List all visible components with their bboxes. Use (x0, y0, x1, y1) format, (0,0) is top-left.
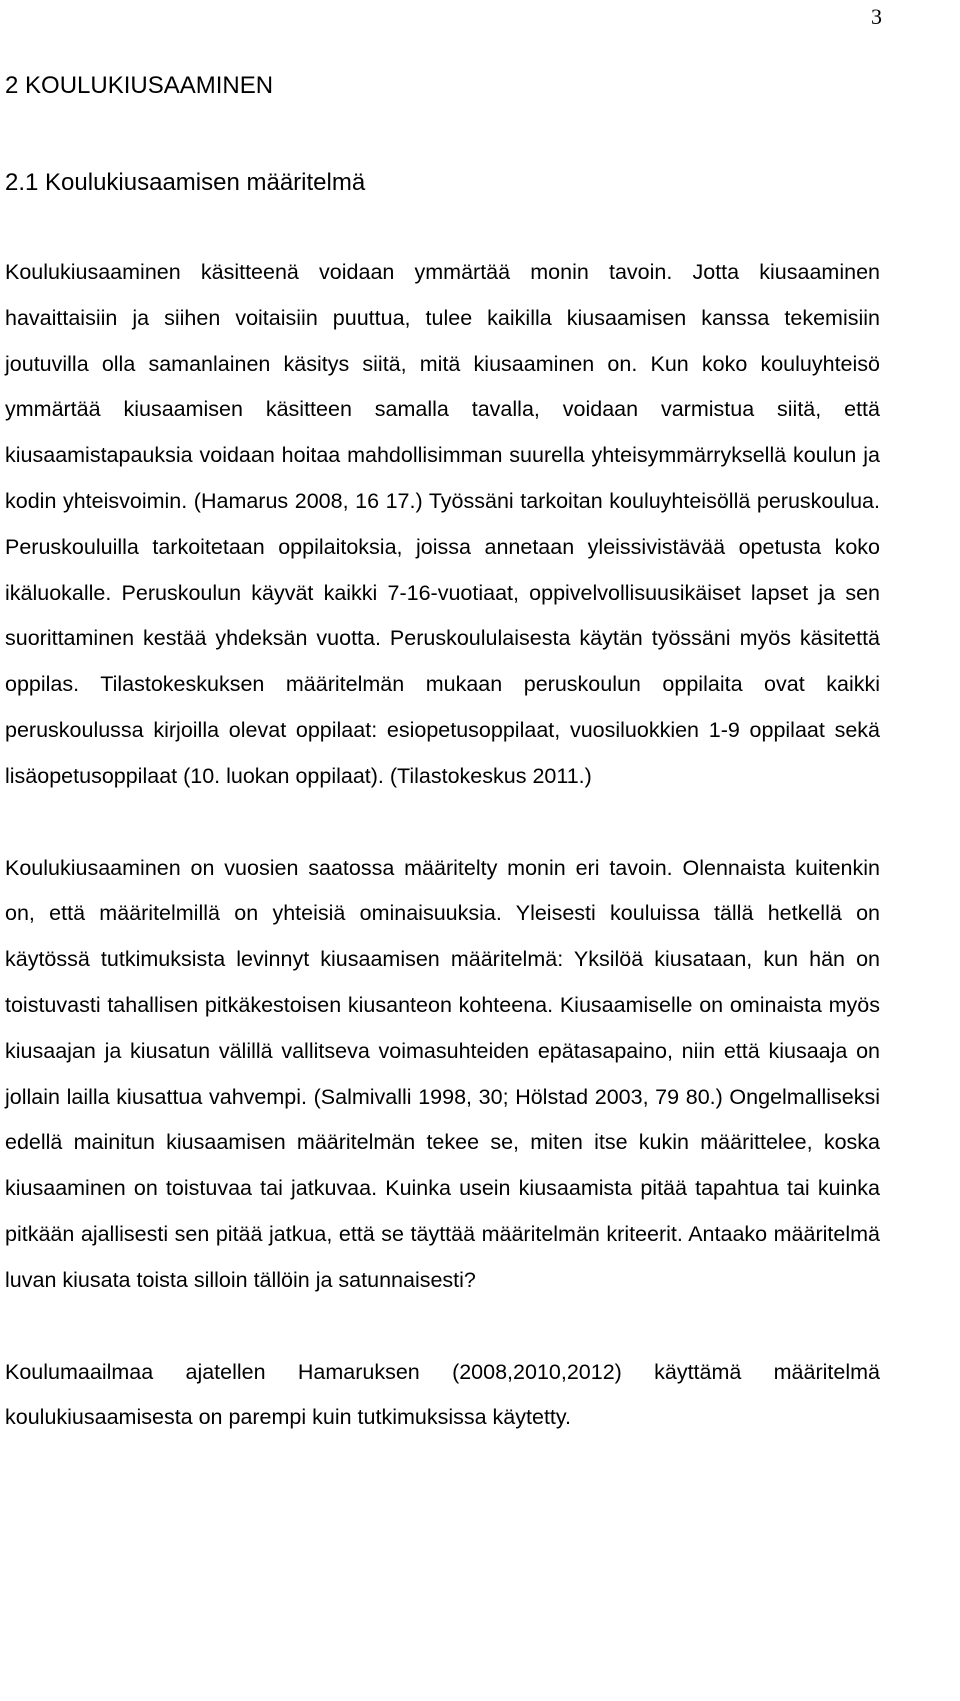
paragraph-3: Koulumaailmaa ajatellen Hamaruksen (2008,2010,2012) käyttämä määritelmä koulukiusaamisesta on parempi kuin tutkimuksissa käytetty. (5, 1359, 880, 1430)
document-body (5, 62, 880, 1441)
section-heading: 2.1 Koulukiusaamisen määritelmä (5, 169, 366, 196)
chapter-heading: 2 KOULUKIUSAAMINEN (5, 72, 274, 99)
paragraph-1: Koulukiusaaminen käsitteenä voidaan ymmärtää monin tavoin. Jotta kiusaaminen havaittaisiin ja siihen voitaisiin puuttua, tulee kaikilla kiusaamisen kanssa tekemisiin joutuvilla olla samanlainen käsitys siitä, mitä kiusaaminen on. Kun koko kouluyhteisö ymmärtää kiusaamisen käsitteen samalla tavalla, voidaan varmistua siitä, että kiusaamistapauksia voidaan hoitaa mahdollisimman suurella yhteisymmärryksellä koulun ja kodin yhteisvoimin. (Hamarus 2008, 16 17.) Työssäni tarkoitan kouluyhteisöllä peruskoulua. Peruskouluilla tarkoitetaan oppilaitoksia, joissa annetaan yleissivistävää opetusta koko ikäluokalle. Peruskoulun käyvät kaikki 7-16-vuotiaat, oppivelvollisuusikäiset lapset ja sen suorittaminen kestää yhdeksän vuotta. Peruskoululaisesta käytän työssäni myös käsitettä oppilas. Tilastokeskuksen määritelmän mukaan peruskoulun oppilaita ovat kaikki peruskoulussa kirjoilla olevat oppilaat: esiopetusoppilaat, vuosiluokkien 1-9 oppilaat sekä lisäopetusoppilaat (10. luokan oppilaat). (Tilastokeskus 2011.) (5, 260, 880, 788)
paragraph-2: Koulukiusaaminen on vuosien saatossa määritelty monin eri tavoin. Olennaista kuitenkin on, että määritelmillä on yhteisiä ominaisuuksia. Yleisesti kouluissa tällä hetkellä on käytössä tutkimuksista levinnyt kiusaamisen määritelmä: Yksilöä kiusataan, kun hän on toistuvasti tahallisen pitkäkestoisen kiusanteon kohteena. Kiusaamiselle on ominaista myös kiusaajan ja kiusatun välillä vallitseva voimasuhteiden epätasapaino, niin että kiusaaja on jollain lailla kiusattua vahvempi. (Salmivalli 1998, 30; Hölstad 2003, 79 80.) Ongelmalliseksi edellä mainitun kiusaamisen määritelmän tekee se, miten itse kukin määrittelee, koska kiusaaminen on toistuvaa tai jatkuvaa. Kuinka usein kiusaamista pitää tapahtua tai kuinka pitkään ajallisesti sen pitää jatkua, että se täyttää määritelmän kriteerit. Antaako määritelmä luvan kiusata toista silloin tällöin ja satunnaisesti? (5, 855, 880, 1292)
page-number: 3 (871, 4, 882, 29)
